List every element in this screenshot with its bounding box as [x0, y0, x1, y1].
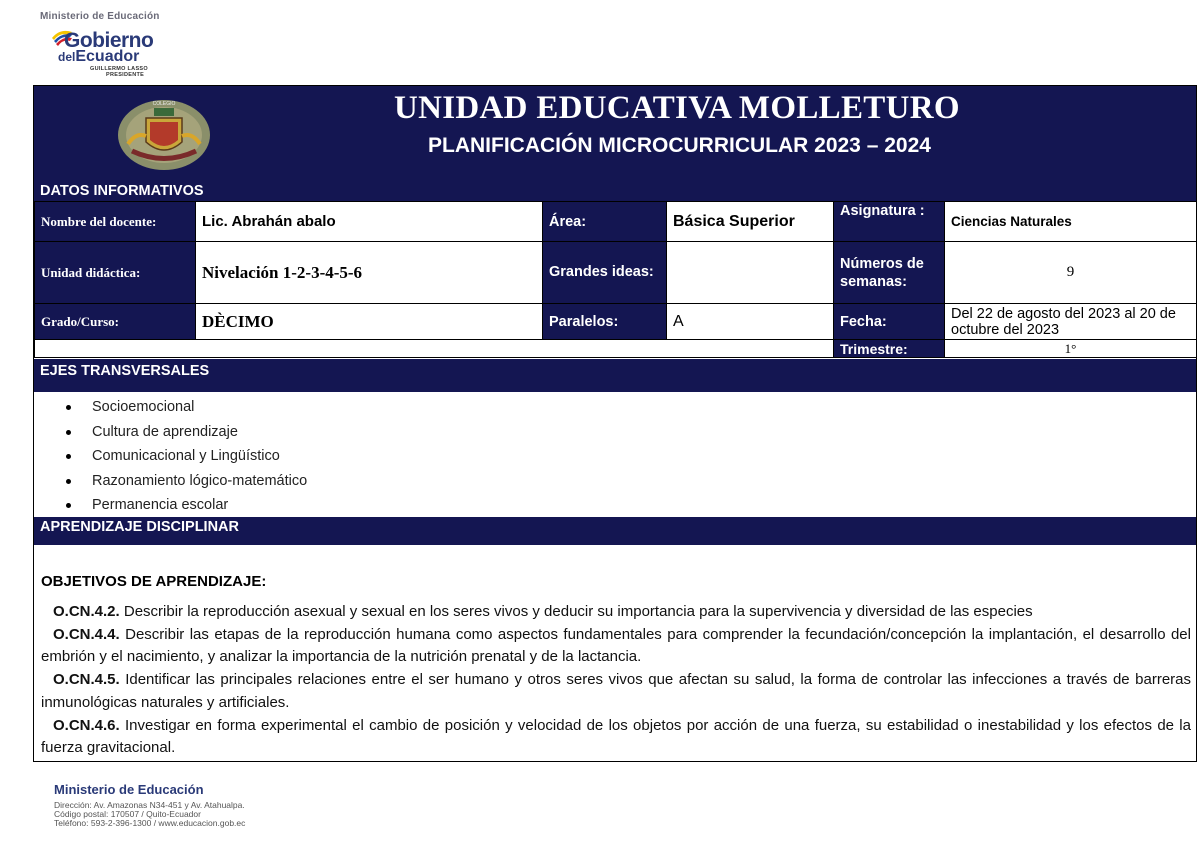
objetivo-code: O.CN.4.5. [53, 671, 120, 689]
objetivo-text: Describir la reproducción asexual y sexual en los seres vivos y deducir su importancia para la supervivencia y diversidad de las especies [119, 603, 1033, 620]
trimestre-label: Trimestre: [834, 340, 945, 358]
docente-value: Lic. Abrahán abalo [196, 202, 543, 242]
crest-label: COLEGIO [152, 101, 176, 107]
gobierno-ecuador-logo [50, 26, 200, 78]
area-value: Básica Superior [667, 202, 834, 242]
ejes-transversales-list [34, 395, 1196, 518]
aprendizaje-disciplinar-bar: APRENDIZAJE DISCIPLINAR [34, 517, 1196, 545]
eje-label: Permanencia escolar [92, 497, 229, 513]
footer-address: Dirección: Av. Amazonas N34-451 y Av. Atahualpa. [54, 800, 245, 810]
grandes-ideas-value [667, 242, 834, 304]
grado-value: DÈCIMO [196, 304, 543, 340]
asignatura-value: Ciencias Naturales [945, 202, 1197, 242]
objetivo-code: O.CN.4.6. [53, 716, 120, 734]
list-item [34, 420, 1196, 445]
objetivo-text: Identificar las principales relaciones entre el ser humano y otros seres vivos que afectan su salud, la forma de controlar las infecciones a través de barreras inmunológicas naturales y artificiales. [41, 671, 1191, 711]
trimestre-spacer [35, 340, 834, 358]
eje-label: Socioemocional [92, 399, 195, 415]
trimestre-value: 1° [945, 340, 1197, 358]
bullet-icon [66, 430, 71, 435]
info-row-grado [35, 304, 1197, 340]
info-row-trimestre [35, 340, 1197, 358]
fecha-label: Fecha: [834, 304, 945, 340]
gov-logo-line2 [58, 48, 139, 66]
semanas-value: 9 [945, 242, 1197, 304]
gov-logo-ecuador: Ecuador [75, 48, 140, 65]
planning-document [33, 85, 1197, 762]
bullet-icon [66, 479, 71, 484]
bullet-icon [66, 503, 71, 508]
paralelos-label: Paralelos: [543, 304, 667, 340]
datos-informativos-bar: DATOS INFORMATIVOS [34, 181, 1196, 201]
list-item [34, 395, 1196, 420]
eje-label: Razonamiento lógico-matemático [92, 472, 308, 489]
unidad-value: Nivelación 1-2-3-4-5-6 [196, 242, 543, 304]
school-header-band [34, 86, 1196, 181]
footer-phone: Teléfono: 593-2-396-1300 / www.educacion.gob.ec [54, 818, 246, 828]
list-item [34, 444, 1196, 469]
school-name-title: UNIDAD EDUCATIVA MOLLETURO [394, 90, 960, 126]
datos-informativos-table [34, 201, 1197, 358]
footer-postal: Código postal: 170507 / Quito-Ecuador [54, 809, 201, 819]
objetivo-item [41, 624, 1191, 669]
objetivo-text: Describir las etapas de la reproducción humana como aspectos fundamentales para comprender la fecundación/concepción la implantación, el desarrollo del embrión y el nacimiento, y analizar la importancia de la nutrición prenatal y de la lactancia. [41, 625, 1191, 666]
objetivo-item [41, 715, 1191, 760]
gov-logo-del: del [58, 50, 76, 64]
school-crest-icon [114, 96, 214, 172]
paralelos-value: A [667, 304, 834, 340]
objetivo-item [41, 601, 1191, 624]
bullet-icon [66, 454, 71, 459]
ejes-transversales-bar: EJES TRANSVERSALES [34, 359, 1196, 392]
objetivo-code: O.CN.4.2. [53, 603, 120, 620]
objetivos-title: OBJETIVOS DE APRENDIZAJE: [41, 573, 267, 590]
gov-logo-line3: GUILLERMO LASSO [90, 66, 148, 72]
info-row-unidad [35, 242, 1197, 304]
plan-subtitle: PLANIFICACIÓN MICROCURRICULAR 2023 – 2024 [428, 134, 931, 157]
gov-logo-line1: Gobierno [64, 29, 154, 52]
fecha-value: Del 22 de agosto del 2023 al 20 de octubre del 2023 [945, 304, 1197, 340]
objetivo-code: O.CN.4.4. [53, 625, 120, 643]
info-row-docente [35, 202, 1197, 242]
objetivos-list [41, 601, 1191, 760]
grandes-ideas-label: Grandes ideas: [543, 242, 667, 304]
area-label: Área: [543, 202, 667, 242]
bullet-icon [66, 405, 71, 410]
list-item [34, 493, 1196, 518]
semanas-label: Números de semanas: [834, 242, 945, 304]
eje-label: Cultura de aprendizaje [92, 423, 238, 440]
footer-ministry-title: Ministerio de Educación [54, 782, 204, 797]
objetivo-text: Investigar en forma experimental el cambio de posición y velocidad de los objetos por acción de una fuerza, su estabilidad o inestabilidad y los efectos de la fuerza gravitacional. [41, 716, 1191, 757]
asignatura-label: Asignatura : [834, 202, 945, 242]
objetivo-item [41, 669, 1191, 714]
ministry-top-label: Ministerio de Educación [40, 11, 160, 22]
docente-label: Nombre del docente: [35, 202, 196, 242]
list-item [34, 469, 1196, 494]
eje-label: Comunicacional y Lingüístico [92, 448, 280, 464]
gov-logo-line4: PRESIDENTE [106, 72, 145, 78]
unidad-label: Unidad didáctica: [35, 242, 196, 304]
grado-label: Grado/Curso: [35, 304, 196, 340]
